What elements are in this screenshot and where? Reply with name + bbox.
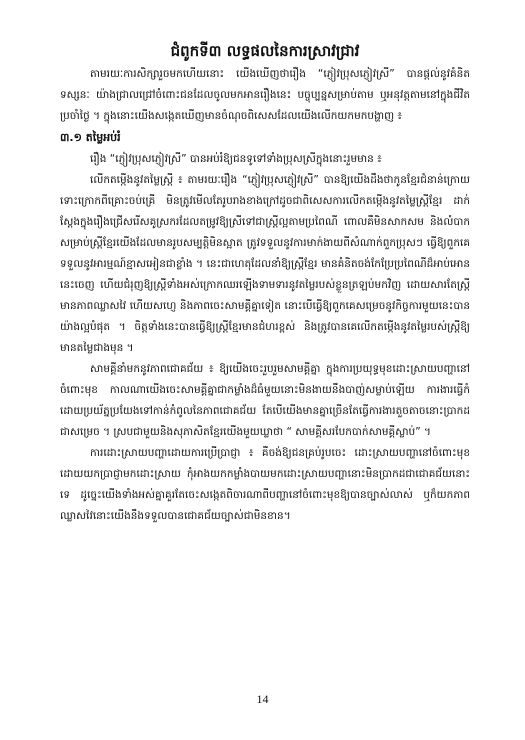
section-paragraph-4: ការដោះស្រាយបញ្ហាដោយការប្រើប្រាជ្ញា ៖ គឺចង់ឱ្យជនគ្រប់រូបចេះ ដោះស្រាយបញ្ហានៅចំពោះមុខ ដោយយកប្រាជ្ញាមកដោះស្រាយ កុំអាងយកកម្លាំងបាយមកដោះស្រាយបញ្ហានោះមិនប្រាកដជាជោគជ័យនោះទេ ដូច្នេះយើងទាំងអស់គ្នាគួរតែចេះសង្កេតពិចារណាពីបញ្ហានៅចំពោះមុខឱ្យបានច្បាស់លាស់ ឬក៏យកភាពឈ្លាសវៃនោះយើងនឹងទទួលបានជោគជ័យច្បាស់ជាមិនខាន។ — [60, 447, 470, 522]
section-paragraph-2: លើកតម្កើងនូវតម្លៃស្ត្រី ៖ តាមរយៈរឿង “ភ្ញៀវប្រុសភ្ញៀវស្រី” បានឱ្យយើងដឹងថាកូនខ្មែរជំនាន់ក្រោយ ទោះក្រោកពីគ្រោះចប់គ្រើ មិនត្រូវមើលតែរូបរាងខាងក្រៅដូចជាពិសេសការលើកតម្កើងនូវតម្លៃស្ត្រីខ្មែរ ដាក់ស្តែងក្នុងរឿងជ្រើសរើសគូស្រករដែលតម្រូវឱ្យស្រីទៅជាស្ដ្រីល្អតាមប្រពៃណី ពោលគឺមិនសាកសម និងលំបាកសម្រាប់ស្ត្រីខ្មែរយើងដែលមានរូបសម្បត្តិមិនស្អាត ត្រូវទទួលនូវការមាក់ងាយពីសំណាក់ពួកប្រុសៗ ធ្វើឱ្យពួកគេទទួលនូវអារម្មណ៍ខ្មាសអៀនជាខ្លាំង ។ នេះជាហេតុដែលនាំឱ្យស្ត្រីខ្មែរ មានគំនិតចង់កែប្រែប្រពៃណីដ៏អាប់អោននេះចេញ ហើយជំរុញឱ្យស្ត្រីទាំងអស់ក្រោកឈរឡើងទាមទារនូវតម្លៃរបស់ខ្លួនត្រឡប់មកវិញ ដោយសារតែស្ត្រីមានភាពឈ្លាសវៃ ហើយសហ្ញេ និងភាពចេះសាមគ្គីគ្នាទៀត នោះបើធ្វើឱ្យពួកគេសម្រេចនូវកិច្ចការមួយនេះបានយ៉ាងល្អបំផុត ។ ចិត្តទាំងនេះបានធ្វើឱ្យស្ត្រីខ្មែរមានជំហរខ្ពស់ និងត្រូវបានគេលើកតម្កើងនូវតម្លៃរបស់ស្ត្រីឱ្យមានតម្លៃជាងមុន ។ — [60, 174, 470, 354]
page-number: 14 — [256, 692, 269, 706]
section-heading: ៣.១ តម្លៃអប់រំ — [60, 131, 121, 144]
document-page — [60, 40, 470, 527]
intro-paragraph: តាមរយៈការសិក្សារួចមកហើយនោះ យើងឃើញថារឿង “ភ្ញៀវប្រុសភ្ញៀវស្រី” បានផ្តល់នូវគំនិត ទស្សនៈ យ៉ាងជ្រាលជ្រៅចំពោះជនដែលចូលមកអានរឿងនេះ បច្ចុប្បន្នសម្រាប់តាម ឬអនុវត្តតាមនៅក្នុងជីវិតប្រចាំថ្ងៃ ។ ក្នុងនោះយើងសង្កេតឃើញមានចំណុចពិសេសដែលយើងលើកយកមកបង្ហាញ ៖ — [60, 68, 470, 122]
section-paragraph-3: សាមគ្គីនាំមកនូវភាពជោគជ័យ ៖ ឱ្យយើងចេះរួបរួមសាមគ្គីគ្នា ក្នុងការប្រយុទ្ធមុខដោះស្រាយបញ្ហានៅចំពោះមុខ កាលណាយើងចេះសាមគ្គីគ្នាជាកម្លាំងដ៏ធំមួយនោះមិនងាយនឹងបាញ់សម្លាប់ឡើយ ការងារធ្វើកំដោយប្រយ័ត្នប្រយែងទៅកាន់កំពូលនៃភាពជោគជ័យ តែបើយើងមានគ្នាច្រើនតែធ្វើការងារតួចតាចនោះប្រាកដជាសម្រេច ។ ស្របជាមួយនិងសុភាសិតខ្មែរយើងមួយឃ្លាថា “ សាមគ្គីសរបែកបាក់សាមគ្គីស្លាប់” ។ — [60, 363, 470, 438]
section-paragraph-1: រឿង “ភ្ញៀវប្រុសភ្ញៀវស្រី” បានអប់រំឱ្យជនទូទៅទាំងប្រុសស្រីក្នុងនោះរួមមាន ៖ — [90, 153, 382, 165]
chapter-title: ជំពូកទី៣ លទ្ធផលនៃការស្រាវជ្រាវ — [170, 42, 360, 60]
